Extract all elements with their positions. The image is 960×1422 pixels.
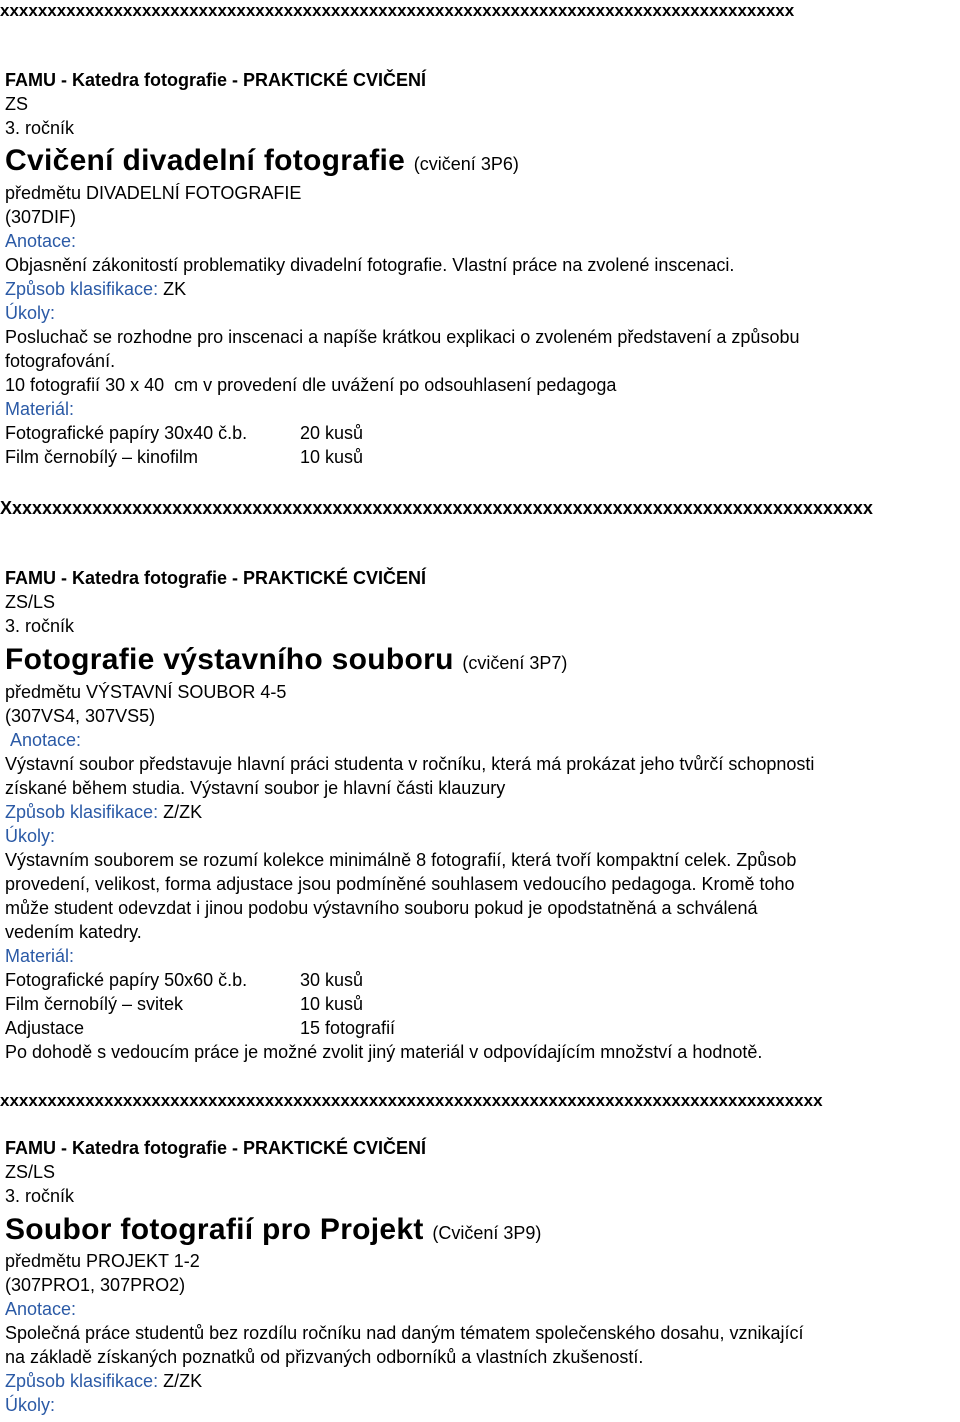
material-label: Materiál: (5, 946, 75, 966)
subject-code: (307VS4, 307VS5) (5, 706, 156, 726)
annotation-text: získané během studia. Výstavní soubor je hlavní části klauzury (5, 778, 506, 798)
section-header: FAMU - Katedra fotografie - PRAKTICKÉ CVIČENÍ (5, 1138, 427, 1158)
material-item: Fotografické papíry 50x60 č.b. (5, 970, 248, 990)
year: 3. ročník (5, 616, 75, 636)
exercise-title-text: Fotografie výstavního souboru (5, 643, 454, 676)
annotation-text: Společná práce studentů bez rozdílu ročníku nad daným tématem společenského dosahu, vznikající (5, 1323, 804, 1343)
section-header: FAMU - Katedra fotografie - PRAKTICKÉ CVIČENÍ (5, 568, 427, 588)
exercise-code: (Cvičení 3P9) (432, 1223, 542, 1243)
subject: předmětu DIVADELNÍ FOTOGRAFIE (5, 183, 302, 203)
classification-value: Z/ZK (163, 1371, 203, 1391)
separator-line: xxxxxxxxxxxxxxxxxxxxxxxxxxxxxxxxxxxxxxxxxxxxxxxxxxxxxxxxxxxxxxxxxxxxxxxxxxxxxxxxxxxxxxx (0, 1091, 823, 1110)
exercise-title-text: Cvičení divadelní fotografie (5, 144, 406, 177)
annotation-label: Anotace: (5, 1299, 77, 1319)
exercise-title (5, 144, 519, 181)
material-item: Film černobílý – svitek (5, 994, 184, 1014)
classification-row (5, 1370, 202, 1392)
semester-form: ZS/LS (5, 592, 56, 612)
exercise-title (5, 643, 567, 680)
classification-label: Způsob klasifikace: (5, 802, 159, 822)
tasks-text: Posluchač se rozhodne pro inscenaci a napíše krátkou explikaci o zvoleném představení a způsobu (5, 327, 800, 347)
classification-value: Z/ZK (163, 802, 203, 822)
annotation-text: Objasnění zákonitostí problematiky divadelní fotografie. Vlastní práce na zvolené inscenaci. (5, 255, 735, 275)
annotation-text: na základě získaných poznatků od přizvaných odborníků a vlastních zkušeností. (5, 1347, 644, 1367)
material-qty: 30 kusů (300, 970, 364, 990)
annotation-text: Výstavní soubor představuje hlavní práci studenta v ročníku, která má prokázat jeho tvůrčí schopnosti (5, 754, 815, 774)
semester-form: ZS (5, 94, 29, 114)
tasks-label: Úkoly: (5, 1395, 56, 1415)
tasks-text: vedením katedry. (5, 922, 142, 942)
exercise-title (5, 1213, 541, 1250)
subject: předmětu PROJEKT 1-2 (5, 1251, 200, 1271)
material-note: Po dohodě s vedoucím práce je možné zvolit jiný materiál v odpovídajícím množství a hodnotě. (5, 1042, 763, 1062)
classification-label: Způsob klasifikace: (5, 1371, 159, 1391)
separator-line: xxxxxxxxxxxxxxxxxxxxxxxxxxxxxxxxxxxxxxxxxxxxxxxxxxxxxxxxxxxxxxxxxxxxxxxxxxxxxxxxxxxx (0, 1, 795, 20)
tasks-text: může student odevzdat i jinou podobu výstavního souboru pokud je opodstatněná a schválená (5, 898, 758, 918)
material-label: Materiál: (5, 399, 75, 419)
exercise-code: (cvičení 3P7) (462, 653, 568, 673)
classification-row (5, 278, 186, 300)
classification-row (5, 801, 202, 823)
section-header: FAMU - Katedra fotografie - PRAKTICKÉ CVIČENÍ (5, 70, 427, 90)
material-qty: 10 kusů (300, 994, 364, 1014)
classification-label: Způsob klasifikace: (5, 279, 159, 299)
tasks-label: Úkoly: (5, 303, 56, 323)
tasks-text: fotografování. (5, 351, 116, 371)
annotation-label: Anotace: (10, 730, 82, 750)
classification-value: ZK (163, 279, 187, 299)
subject-code: (307PRO1, 307PRO2) (5, 1275, 186, 1295)
year: 3. ročník (5, 118, 75, 138)
material-qty: 15 fotografií (300, 1018, 396, 1038)
semester-form: ZS/LS (5, 1162, 56, 1182)
tasks-text: 10 fotografií 30 x 40 cm v provedení dle uvážení po odsouhlasení pedagoga (5, 375, 617, 395)
subject: předmětu VÝSTAVNÍ SOUBOR 4-5 (5, 682, 287, 702)
exercise-code: (cvičení 3P6) (413, 154, 519, 174)
subject-code: (307DIF) (5, 207, 77, 227)
material-item: Film černobílý – kinofilm (5, 447, 199, 467)
material-qty: 10 kusů (300, 447, 364, 467)
tasks-text: Výstavním souborem se rozumí kolekce minimálně 8 fotografií, která tvoří kompaktní celek. Způsob (5, 850, 797, 870)
year: 3. ročník (5, 1186, 75, 1206)
material-qty: 20 kusů (300, 423, 364, 443)
material-item: Adjustace (5, 1018, 85, 1038)
material-item: Fotografické papíry 30x40 č.b. (5, 423, 248, 443)
separator-line: Xxxxxxxxxxxxxxxxxxxxxxxxxxxxxxxxxxxxxxxxxxxxxxxxxxxxxxxxxxxxxxxxxxxxxxxxxxxxxxxxxxxxxxx (0, 498, 873, 518)
exercise-title-text: Soubor fotografií pro Projekt (5, 1213, 424, 1246)
tasks-label: Úkoly: (5, 826, 56, 846)
tasks-text: provedení, velikost, forma adjustace jsou podmíněné souhlasem vedoucího pedagoga. Kromě toho (5, 874, 795, 894)
annotation-label: Anotace: (5, 231, 77, 251)
